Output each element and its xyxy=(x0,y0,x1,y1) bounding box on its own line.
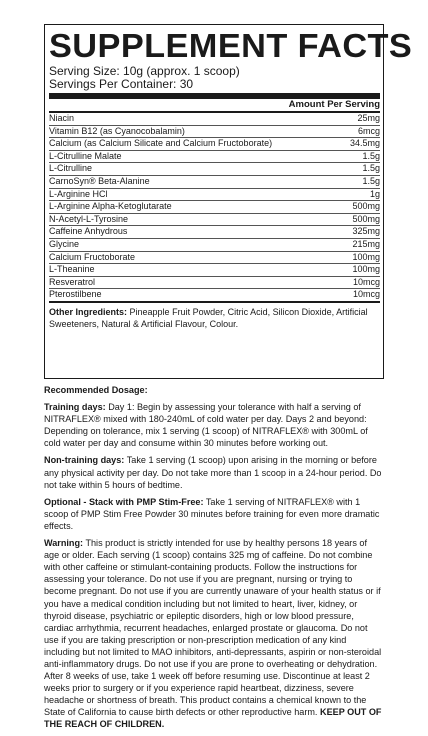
nutrient-name: L-Arginine Alpha-Ketoglutarate xyxy=(49,201,172,212)
optional-stack-label: Optional - Stack with PMP Stim-Free: xyxy=(44,496,204,507)
nutrient-name: L-Citrulline Malate xyxy=(49,150,122,161)
nutrient-name: L-Arginine HCl xyxy=(49,188,108,199)
nutrient-name: N-Acetyl-L-Tyrosine xyxy=(49,213,129,224)
nutrient-row xyxy=(49,138,380,151)
servings-per-container: Servings Per Container: 30 xyxy=(49,77,194,91)
serving-size: Serving Size: 10g (approx. 1 scoop) xyxy=(49,64,240,78)
warning-paragraph xyxy=(44,537,384,731)
nutrient-row xyxy=(49,189,380,202)
nutrient-name: Glycine xyxy=(49,238,80,249)
nutrient-row xyxy=(49,264,380,277)
nutrient-amount: 1g xyxy=(369,188,380,199)
other-ingredients-text: Pineapple Fruit Powder, Citric Acid, Silicon Dioxide, Artificial Sweeteners, Natural & Artificial Flavour, Colour. xyxy=(49,306,368,329)
nutrient-row xyxy=(49,176,380,189)
nutrient-amount: 1.5g xyxy=(362,163,380,174)
nutrient-name: Calcium Fructoborate xyxy=(49,251,136,262)
nutrient-amount: 1.5g xyxy=(362,150,380,161)
nutrient-row xyxy=(49,277,380,290)
nutrient-amount: 10mcg xyxy=(352,276,380,287)
supplement-facts-panel xyxy=(44,24,413,379)
nutrient-name: CarnoSyn® Beta-Alanine xyxy=(49,175,150,186)
nutrient-name: Niacin xyxy=(49,113,75,123)
nutrient-name: Calcium (as Calcium Silicate and Calcium Fructoborate) xyxy=(49,138,273,149)
nutrient-amount: 100mg xyxy=(352,264,380,275)
amount-header: Amount Per Serving xyxy=(288,99,380,110)
nutrient-row xyxy=(49,163,380,176)
nutrient-row xyxy=(49,289,380,301)
nutrient-amount: 325mg xyxy=(352,226,380,237)
nutrient-row xyxy=(49,113,380,126)
optional-stack-paragraph xyxy=(44,496,384,532)
nutrient-amount: 25mg xyxy=(357,113,380,123)
nutrient-name: Vitamin B12 (as Cyanocobalamin) xyxy=(49,125,185,136)
nutrient-amount: 6mcg xyxy=(357,125,380,136)
non-training-days-text: Take 1 serving (1 scoop) upon arising in the morning or before any physical activity per day. Do not take more than 1 scoop in a 24-hour period. Do not take within 5 hours of bedtime. xyxy=(44,455,382,490)
nutrient-row xyxy=(49,201,380,214)
nutrient-amount: 1.5g xyxy=(362,175,380,186)
nutrient-table xyxy=(49,113,380,301)
dosage-heading: Recommended Dosage: xyxy=(44,385,148,395)
nutrient-name: Resveratrol xyxy=(49,276,96,287)
nutrient-name: Caffeine Anhydrous xyxy=(49,226,128,237)
warning-label: Warning: xyxy=(44,538,84,549)
training-days-text: Day 1: Begin by assessing your tolerance with half a serving of NITRAFLEX® mixed with 180-240mL of cold water per day. Days 2 and beyond: Depending on tolerance, mix 1 serving (1 scoop) of NITRAFLEX® with 300mL of cold water per day and consume within 30 minutes before working out. xyxy=(44,402,368,449)
nutrient-amount: 500mg xyxy=(352,213,380,224)
nutrient-amount: 100mg xyxy=(352,251,380,262)
nutrient-row xyxy=(49,239,380,252)
nutrient-row xyxy=(49,214,380,227)
nutrient-row xyxy=(49,252,380,265)
nutrient-amount: 215mg xyxy=(352,238,380,249)
nutrient-amount: 500mg xyxy=(352,201,380,212)
panel-title: SUPPLEMENT FACTS xyxy=(49,27,413,64)
nutrient-name: Pterostilbene xyxy=(49,289,102,300)
training-days-paragraph xyxy=(44,401,384,449)
other-ingredients xyxy=(49,301,380,330)
nutrient-name: L-Citrulline xyxy=(49,163,93,174)
nutrient-row xyxy=(49,126,380,139)
nutrient-amount: 10mcg xyxy=(352,289,380,300)
other-ingredients-label: Other Ingredients: xyxy=(49,306,128,317)
optional-stack-text: Take 1 serving of NITRAFLEX® with 1 scoop of PMP Stim Free Powder 30 minutes before training for even more dramatic effects. xyxy=(44,496,380,531)
nutrient-row xyxy=(49,226,380,239)
nutrient-amount: 34.5mg xyxy=(349,138,380,149)
warning-text: This product is strictly intended for use by healthy persons 18 years of age or older. Each serving (1 scoop) contains 325 mg of caffeine. Do not combine with other caffeine or stimulant-containing products. Follow the instructions for assessing your tolerance. Do not use if you are pregnant, nursing or trying to become pregnant. Do not use if you are currently unaware of your health status or if you have a medical condition including but not limited to heart, liver, kidney, or thyroid disease, psychiatric or epileptic disorders, high or low blood pressure, cardiac arrhythmia, recurrent headaches, enlarged prostate or glaucoma. Do not use if you are taking prescription or non-prescription medication of any kind including but not limited to MAO inhibitors, anti-depressants, aspirin or non-steroidal anti-inflammatory drugs. Do not use if you are prone to overheating or dehydration. After 8 weeks of use, take 1 week off before resuming use. Discontinue at least 2 weeks prior to surgery or if you experience rapid heartbeat, dizziness, severe headache or shortness of breath. This product contains a chemical known to the State of California to cause birth defects or other reproductive harm. xyxy=(44,538,382,718)
nutrient-row xyxy=(49,151,380,164)
directions-section xyxy=(44,384,384,736)
warning-children-notice: KEEP OUT OF THE REACH OF CHILDREN. xyxy=(44,707,382,730)
training-days-label: Training days: xyxy=(44,402,106,413)
non-training-days-paragraph xyxy=(44,454,384,490)
non-training-days-label: Non-training days: xyxy=(44,455,125,466)
nutrient-name: L-Theanine xyxy=(49,264,95,275)
